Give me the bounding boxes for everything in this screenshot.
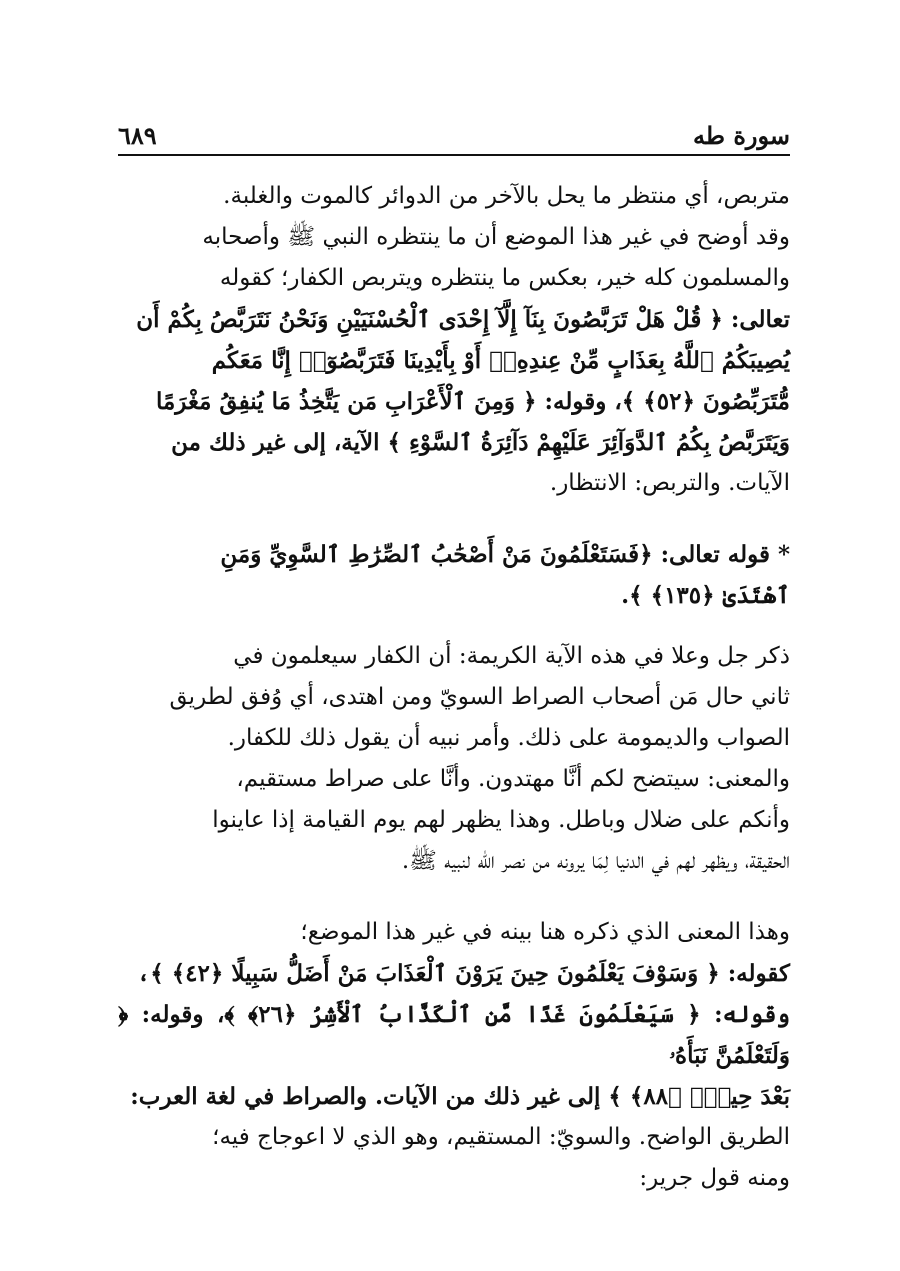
quran-line: ٱهْتَدَىٰ ﴿١٣٥﴾ ﴾. xyxy=(621,582,790,609)
text-line: وهذا المعنى الذي ذكره هنا بينه في غير هذا الموضع؛ xyxy=(300,919,790,945)
page-number: ٦٨٩ xyxy=(118,121,157,150)
text-line: ذكر جل وعلا في هذه الآية الكريمة: أن الكفار سيعلمون في xyxy=(233,643,790,669)
text-line: وقد أوضح في غير هذا الموضع أن ما ينتظره النبي ﷺ وأصحابه xyxy=(202,224,790,250)
quran-line: وَيَتَرَبَّصُ بِكُمُ ٱلدَّوَآئِرَ عَلَيْهِمْ دَآئِرَةُ ٱلسَّوْءِ ﴾ الآية، إلى غير ذلك من xyxy=(171,429,790,456)
quran-line: تعالى: ﴿ قُلْ هَلْ تَرَبَّصُونَ بِنَآ إِلَّآ إِحْدَى ٱلْحُسْنَيَيْنِ وَنَحْنُ نَتَرَبَّصُ بِكُمْ أَن xyxy=(136,306,790,333)
text-line: ومنه قول جرير: xyxy=(639,1165,790,1191)
paragraph-1 xyxy=(118,176,790,504)
text-line: والمعنى: سيتضح لكم أنَّا مهتدون. وأنَّا على صراط مستقيم، xyxy=(236,766,790,792)
quran-line: يُصِيبَكُمُ ٱللَّهُ بِعَذَابٍ مِّنْ عِندِهِۦٓ أَوْ بِأَيْدِينَا فَتَرَبَّصُوٓا۟ إِنَّا مَعَكُم xyxy=(211,347,790,374)
surah-title: سورة طه xyxy=(693,121,790,150)
paragraph-2 xyxy=(118,534,790,616)
quran-line: وقوله: ﴿ سَيَعْلَمُونَ غَدًا مَّنِ ٱلْكَذَّابُ ٱلْأَشِرُ ﴿٢٦﴾ ﴾، وقوله: ﴿ وَلَتَعْلَمُنَّ نَبَأَهُۥ xyxy=(118,1001,791,1069)
quran-line: مُّتَرَبِّصُونَ ﴿٥٢﴾ ﴾، وقوله: ﴿ وَمِنَ ٱلْأَعْرَابِ مَن يَتَّخِذُ مَا يُنفِقُ مَغْرَمًا xyxy=(155,388,790,415)
page-header xyxy=(118,108,790,156)
text-line: الحقيقة، ويظهر لهم في الدنيا لِمَا يرونه من نصر الله لنبيه ﷺ. xyxy=(401,848,790,874)
text-line: الآيات. والتربص: الانتظار. xyxy=(549,470,790,496)
quran-line: كقوله: ﴿ وَسَوْفَ يَعْلَمُونَ حِينَ يَرَوْنَ ٱلْعَذَابَ مَنْ أَضَلُّ سَبِيلًا ﴿٤٢﴾ ﴾، xyxy=(136,960,790,987)
text-line: وأنكم على ضلال وباطل. وهذا يظهر لهم يوم القيامة إذا عاينوا xyxy=(212,807,790,833)
text-line: الصواب والديمومة على ذلك. وأمر نبيه أن يقول ذلك للكفار. xyxy=(227,725,790,751)
text-line: متربص، أي منتظر ما يحل بالآخر من الدوائر كالموت والغلبة. xyxy=(223,183,790,209)
paragraph-3 xyxy=(118,636,790,882)
quran-line: بَعْدَ حِينٍۭ ﴿٨٨﴾ ﴾ إلى غير ذلك من الآيات. والصراط في لغة العرب: xyxy=(130,1083,790,1110)
text-line: ثاني حال مَن أصحاب الصراط السويّ ومن اهتدى، أي وُفق لطريق xyxy=(169,684,790,710)
quran-line: * قوله تعالى: ﴿فَسَتَعْلَمُونَ مَنْ أَصْحَٰبُ ٱلصِّرَٰطِ ٱلسَّوِيِّ وَمَنِ xyxy=(220,541,790,568)
paragraph-4 xyxy=(118,912,790,1199)
text-line: والمسلمون كله خير، بعكس ما ينتظره ويتربص الكفار؛ كقوله xyxy=(219,265,790,291)
text-line: الطريق الواضح. والسويّ: المستقيم، وهو الذي لا اعوجاج فيه؛ xyxy=(212,1124,790,1150)
